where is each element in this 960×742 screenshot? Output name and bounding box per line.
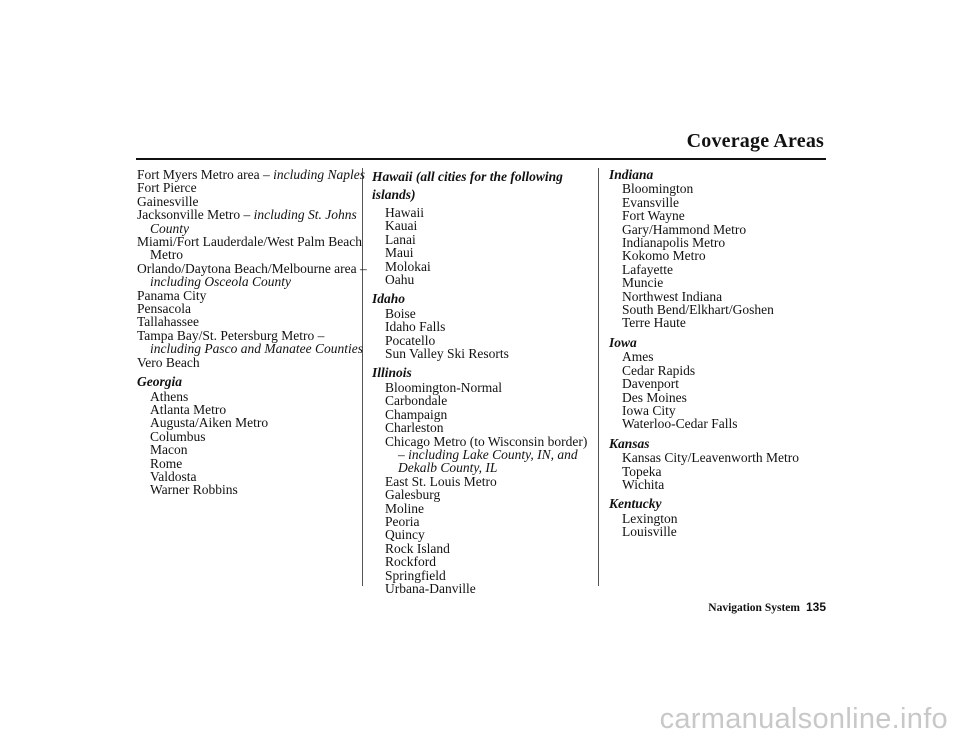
city-item: Hawaii [385,205,424,220]
header-rule [136,158,826,160]
city-item: Lexington [622,510,678,526]
city-item: Moline [385,500,424,516]
watermark: carmanualsonline.info [659,703,948,735]
city-item: Macon [150,442,188,458]
city-item: Rock Island [385,540,450,556]
page-footer [708,600,826,614]
city-panama-city: Panama City [137,287,207,303]
city-pensacola: Pensacola [137,301,191,317]
city-item: East St. Louis Metro [385,473,497,489]
city-item: Bloomington [622,181,694,197]
state-heading-iowa: Iowa [609,334,637,350]
city-item: Charleston [385,420,444,436]
city-item: Springfield [385,567,446,583]
state-heading-georgia: Georgia [137,374,182,390]
city-item: Kansas City/Leavenworth Metro [622,450,799,466]
city-item: Champaign [385,406,448,422]
state-heading-kansas: Kansas [609,435,650,451]
city-item: Northwest Indiana [622,288,723,304]
state-heading-illinois: Illinois [372,365,412,381]
city-item: Gary/Hammond Metro [622,221,747,237]
city-item: Evansville [622,194,679,210]
footer-section: Navigation System [708,602,800,614]
city-item: Waterloo-Cedar Falls [622,416,738,432]
city-item: Idaho Falls [385,319,446,335]
city-item: Sun Valley Ski Resorts [385,346,509,362]
city-chicago-metro: Chicago Metro (to Wisconsin border) – including Lake County, IN, and Dekalb County, IL [385,433,588,476]
city-jacksonville: Jacksonville Metro – including St. Johns County [137,207,357,236]
city-fort-myers: Fort Myers Metro area – including Naples [137,167,365,182]
column-florida-georgia [137,168,367,497]
state-heading-hawaii: Hawaii (all cities for the following islands) [372,169,563,202]
city-item: Des Moines [622,389,687,405]
city-item: Athens [150,388,189,404]
city-item: Carbondale [385,393,448,409]
column-indiana-kentucky [609,168,839,539]
city-item: Davenport [622,376,679,392]
city-vero-beach: Vero Beach [137,354,200,370]
city-item: Ames [622,349,654,365]
city-item: Kauai [385,218,418,234]
city-item: Lanai [385,231,416,247]
city-item: Peoria [385,513,420,529]
city-item: Rome [150,455,183,471]
column-hawaii-idaho-illinois [372,168,602,595]
city-item: Molokai [385,258,431,274]
city-fort-pierce: Fort Pierce [137,180,197,196]
city-item: Maui [385,245,414,261]
city-item: Urbana-Danville [385,580,476,596]
city-item: Pocatello [385,332,436,348]
city-item: Boise [385,305,416,321]
city-item: Bloomington-Normal [385,379,502,395]
city-gainesville: Gainesville [137,193,199,209]
city-item: Oahu [385,272,415,288]
city-item: Columbus [150,428,206,444]
city-item: Rockford [385,554,436,570]
city-item: Cedar Rapids [622,362,696,378]
city-item: Galesburg [385,487,441,503]
city-item: Muncie [622,275,664,291]
city-item: Terre Haute [622,315,686,331]
city-item: Louisville [622,524,677,540]
city-tallahassee: Tallahassee [137,314,200,330]
city-item: Wichita [622,476,665,492]
city-item: Lafayette [622,261,673,277]
state-heading-indiana: Indiana [609,167,654,182]
city-item: Topeka [622,463,662,479]
page-title: Coverage Areas [686,130,824,152]
city-item: Iowa City [622,402,676,418]
city-item: Valdosta [150,468,197,484]
city-item: Warner Robbins [150,482,238,498]
city-miami: Miami/Fort Lauderdale/West Palm Beach Metro [137,234,362,263]
city-tampa-bay: Tampa Bay/St. Petersburg Metro – including Pasco and Manatee Counties [137,327,363,357]
state-heading-kentucky: Kentucky [609,496,662,512]
city-item: South Bend/Elkhart/Goshen [622,302,774,318]
city-orlando: Orlando/Daytona Beach/Melbourne area – including Osceola County [137,260,367,290]
city-item: Quincy [385,527,425,543]
state-heading-idaho: Idaho [372,291,406,307]
city-item: Augusta/Aiken Metro [150,415,269,431]
city-item: Atlanta Metro [150,401,227,417]
city-item: Kokomo Metro [622,248,706,264]
city-item: Indianapolis Metro [622,235,726,251]
city-item: Fort Wayne [622,208,685,224]
page-number: 135 [805,600,826,614]
